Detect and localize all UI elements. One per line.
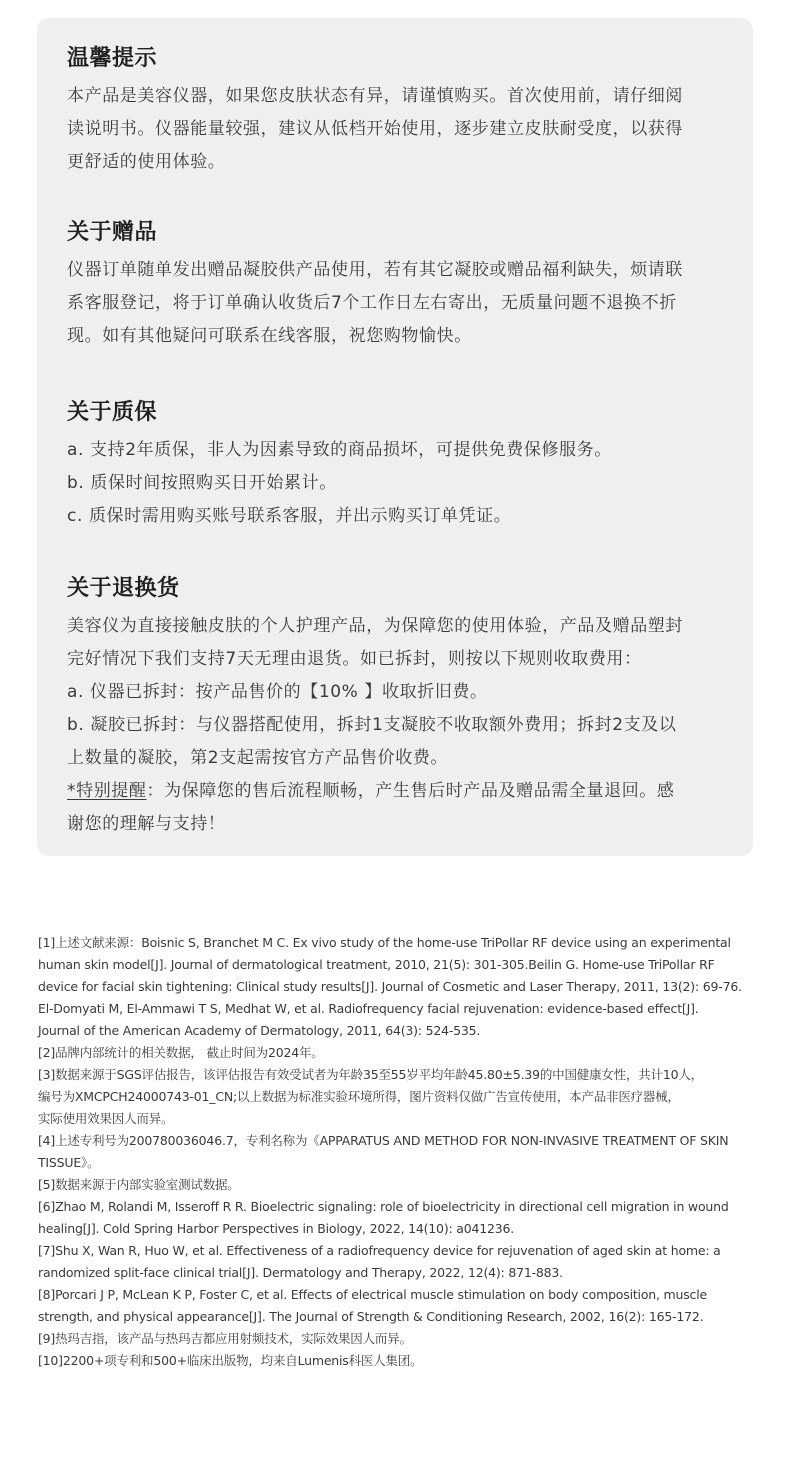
section-title-warranty: 关于质保 [67, 400, 158, 425]
reference-line: strength, and physical appearance[J]. The Journal of Strength & Conditioning Research, 2002, 16(2): 165-172. [38, 1309, 704, 1324]
section-title-returns: 关于退换货 [67, 576, 180, 601]
reference-line: 编号为XMCPCH24000743-01_CN;以上数据为标准实验环境所得，图片资料仅做广告宣传使用，本产品非医疗器械， [38, 1089, 680, 1104]
returns-line: a. 仪器已拆封：按产品售价的【10% 】收取折旧费。 [67, 682, 488, 702]
returns-line: 美容仪为直接接触皮肤的个人护理产品，为保障您的使用体验，产品及赠品塑封 [67, 616, 683, 636]
reference-line: [8]Porcari J P, McLean K P, Foster C, et al. Effects of electrical muscle stimulation on body composition, muscle [38, 1287, 707, 1302]
tips-line: 更舒适的使用体验。 [67, 152, 226, 172]
section-returns [67, 572, 723, 841]
reference-line: [9]热玛吉指，该产品与热玛吉都应用射频技术，实际效果因人而异。 [38, 1331, 412, 1346]
notice-card [37, 18, 753, 856]
returns-line: b. 凝胶已拆封：与仪器搭配使用，拆封1支凝胶不收取额外费用；拆封2支及以 [67, 715, 677, 735]
section-warranty [67, 396, 723, 533]
tips-line: 本产品是美容仪器，如果您皮肤状态有异，请谨慎购买。首次使用前，请仔细阅 [67, 86, 683, 106]
reference-line: [1]上述文献来源：Boisnic S, Branchet M C. Ex vivo study of the home-use TriPollar RF device using an experimental [38, 935, 731, 950]
returns-line: 上数量的凝胶，第2支起需按官方产品售价收费。 [67, 748, 449, 768]
reference-line: healing[J]. Cold Spring Harbor Perspectives in Biology, 2022, 14(10): a041236. [38, 1221, 515, 1236]
special-reminder-text: ：为保障您的售后流程顺畅，产生售后时产品及赠品需全量退回。感 [146, 781, 675, 801]
special-reminder-line [67, 775, 723, 808]
reference-line: El-Domyati M, El-Ammawi T S, Medhat W, et al. Radiofrequency facial rejuvenation: evidence-based effect[J]. [38, 1001, 699, 1016]
returns-line: 完好情况下我们支持7天无理由退货。如已拆封，则按以下规则收取费用： [67, 649, 642, 669]
references [38, 932, 754, 1372]
special-reminder-line-2: 谢您的理解与支持！ [67, 814, 226, 834]
reference-line: [7]Shu X, Wan R, Huo W, et al. Effectiveness of a radiofrequency device for rejuvenation of aged skin at home: a [38, 1243, 721, 1258]
warranty-line: c. 质保时需用购买账号联系客服，并出示购买订单凭证。 [67, 506, 512, 526]
reference-line: [5]数据来源于内部实验室测试数据。 [38, 1177, 240, 1192]
section-tips [67, 42, 723, 179]
gifts-line: 现。如有其他疑问可联系在线客服，祝您购物愉快。 [67, 326, 472, 346]
gifts-line: 系客服登记，将于订单确认收货后7个工作日左右寄出，无质量问题不退换不折 [67, 293, 677, 313]
special-reminder-label: *特别提醒 [67, 781, 147, 801]
section-gifts [67, 216, 723, 353]
gifts-line: 仪器订单随单发出赠品凝胶供产品使用，若有其它凝胶或赠品福利缺失，烦请联 [67, 260, 683, 280]
reference-line: device for facial skin tightening: Clinical study results[J]. Journal of Cosmetic and Laser Therapy, 2011, 13(2): 69-76. [38, 979, 742, 994]
reference-line: [10]2200+项专利和500+临床出版物，均来自Lumenis科医人集团。 [38, 1353, 423, 1368]
reference-line: randomized split-face clinical trial[J]. Dermatology and Therapy, 2022, 12(4): 871-883. [38, 1265, 563, 1280]
reference-line: 实际使用效果因人而异。 [38, 1111, 174, 1126]
reference-line: [2]品牌内部统计的相关数据， 截止时间为2024年。 [38, 1045, 324, 1060]
section-title-gifts: 关于赠品 [67, 220, 158, 245]
reference-line: Journal of the American Academy of Dermatology, 2011, 64(3): 524-535. [38, 1023, 481, 1038]
reference-line: human skin model[J]. Journal of dermatological treatment, 2010, 21(5): 301-305.Beilin G. Home-use TriPollar RF [38, 957, 715, 972]
reference-line: [4]上述专利号为200780036046.7，专利名称为《APPARATUS AND METHOD FOR NON-INVASIVE TREATMENT OF SKIN [38, 1133, 729, 1148]
tips-line: 读说明书。仪器能量较强，建议从低档开始使用，逐步建立皮肤耐受度，以获得 [67, 119, 683, 139]
reference-line: [6]Zhao M, Rolandi M, Isseroff R R. Bioelectric signaling: role of bioelectricity in directional cell migration in wound [38, 1199, 729, 1214]
reference-line: [3]数据来源于SGS评估报告，该评估报告有效受试者为年龄35至55岁平均年龄45.80±5.39的中国健康女性，共计10人， [38, 1067, 703, 1082]
section-title-tips: 温馨提示 [67, 46, 158, 71]
warranty-line: b. 质保时间按照购买日开始累计。 [67, 473, 337, 493]
reference-line: TISSUE》。 [38, 1155, 100, 1170]
warranty-line: a. 支持2年质保，非人为因素导致的商品损坏，可提供免费保修服务。 [67, 440, 612, 460]
